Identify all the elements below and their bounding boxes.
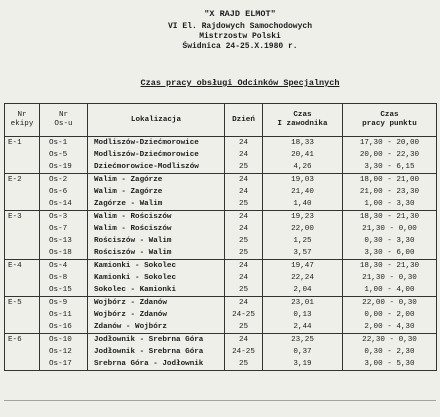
praca-cell: 20,00 - 22,30 [343, 149, 437, 161]
ekipa-cell: E-2 [5, 174, 40, 187]
ekipa-cell [5, 198, 40, 211]
col-header-praca [343, 104, 437, 137]
czas-cell: 1,25 [263, 235, 343, 247]
os-cell: Os-3 [40, 211, 88, 224]
col-header-lokalizacja: Lokalizacja [88, 104, 225, 137]
praca-cell: 0,30 - 3,30 [343, 235, 437, 247]
dzien-cell: 25 [225, 247, 263, 260]
col-header-czas [263, 104, 343, 137]
table-row [5, 346, 437, 358]
dzien-cell: 25 [225, 358, 263, 371]
table-row [5, 284, 437, 297]
dzien-cell: 25 [225, 161, 263, 174]
dzien-cell: 24-25 [225, 309, 263, 321]
lokalizacja-cell: Walim - Zagórze [88, 174, 225, 187]
czas-cell: 3,57 [263, 247, 343, 260]
praca-cell: 18,30 - 21,30 [343, 211, 437, 224]
ekipa-cell [5, 235, 40, 247]
header-line-2: Mistrzostw Polski [199, 32, 281, 41]
praca-cell: 0,30 - 2,30 [343, 346, 437, 358]
dzien-cell: 24 [225, 174, 263, 187]
praca-cell: 1,00 - 3,30 [343, 198, 437, 211]
table-header-row [5, 104, 437, 137]
dzien-cell: 24 [225, 297, 263, 310]
lokalizacja-cell: Rościszów - Walim [88, 247, 225, 260]
os-cell: Os-15 [40, 284, 88, 297]
lokalizacja-cell: Walim - Rościszów [88, 211, 225, 224]
czas-cell: 4,26 [263, 161, 343, 174]
ekipa-cell [5, 149, 40, 161]
table-row [5, 235, 437, 247]
table-row [5, 149, 437, 161]
table-caption: Czas pracy obsługi Odcinków Specjalnych [140, 78, 340, 88]
table-row [5, 260, 437, 273]
lokalizacja-cell: Wojbórz - Zdanów [88, 297, 225, 310]
czas-cell: 22,00 [263, 223, 343, 235]
header-line-1: VI El. Rajdowych Samochodowych [167, 22, 313, 31]
dzien-cell: 25 [225, 198, 263, 211]
bottom-rule [4, 400, 436, 401]
col-header-praca-l1: Czas [380, 111, 399, 119]
czas-cell: 19,03 [263, 174, 343, 187]
ekipa-cell [5, 346, 40, 358]
dzien-cell: 24 [225, 186, 263, 198]
ekipa-cell: E-1 [5, 137, 40, 150]
lokalizacja-cell: Modliszów-Dziećmorowice [88, 149, 225, 161]
col-header-nr-osu-l2: Os-u [54, 120, 73, 128]
lokalizacja-cell: Kamionki - Sokolec [88, 272, 225, 284]
lokalizacja-cell: Jodłownik - Srebrna Góra [88, 334, 225, 347]
praca-cell: 3,30 - 6,15 [343, 161, 437, 174]
czas-cell: 2,04 [263, 284, 343, 297]
os-cell: Os-11 [40, 309, 88, 321]
table-row [5, 186, 437, 198]
praca-cell: 3,30 - 6,00 [343, 247, 437, 260]
praca-cell: 18,30 - 21,30 [343, 260, 437, 273]
praca-cell: 22,30 - 0,30 [343, 334, 437, 347]
praca-cell: 21,00 - 23,30 [343, 186, 437, 198]
lokalizacja-cell: Zagórze - Walim [88, 198, 225, 211]
czas-cell: 20,41 [263, 149, 343, 161]
praca-cell: 18,00 - 21,00 [343, 174, 437, 187]
table-row [5, 297, 437, 310]
ekipa-cell [5, 247, 40, 260]
header-line-3: Świdnica 24-25.X.1980 r. [182, 42, 298, 51]
praca-cell: 2,00 - 4,30 [343, 321, 437, 334]
czas-cell: 3,19 [263, 358, 343, 371]
col-header-nr-osu-l1: Nr [58, 111, 69, 119]
table-row [5, 272, 437, 284]
col-header-czas-l1: Czas [293, 111, 312, 119]
ekipa-cell [5, 358, 40, 371]
praca-cell: 22,00 - 0,30 [343, 297, 437, 310]
os-cell: Os-6 [40, 186, 88, 198]
col-header-nr-ekipy-l2: ekipy [10, 120, 34, 128]
ekipa-cell [5, 223, 40, 235]
dzien-cell: 24 [225, 223, 263, 235]
col-header-nr-ekipy [5, 104, 40, 137]
lokalizacja-cell: Walim - Zagórze [88, 186, 225, 198]
table-row [5, 334, 437, 347]
col-header-czas-l2: I zawodnika [277, 120, 328, 128]
praca-cell: 0,00 - 2,00 [343, 309, 437, 321]
document-title: "X RAJD ELMOT" [204, 9, 276, 19]
table-body [5, 137, 437, 371]
czas-cell: 0,37 [263, 346, 343, 358]
praca-cell: 21,30 - 0,30 [343, 272, 437, 284]
lokalizacja-cell: Jodłownik - Srebrna Góra [88, 346, 225, 358]
dzien-cell: 24-25 [225, 346, 263, 358]
lokalizacja-cell: Zdanów - Wojbórz [88, 321, 225, 334]
praca-cell: 21,30 - 0,00 [343, 223, 437, 235]
lokalizacja-cell: Rościszów - Walim [88, 235, 225, 247]
ekipa-cell: E-5 [5, 297, 40, 310]
os-cell: Os-10 [40, 334, 88, 347]
lokalizacja-cell: Wojbórz - Zdanów [88, 309, 225, 321]
os-cell: Os-14 [40, 198, 88, 211]
col-header-praca-l2: pracy punktu [362, 120, 417, 128]
table-row [5, 321, 437, 334]
dzien-cell: 24 [225, 211, 263, 224]
ekipa-cell [5, 272, 40, 284]
table-row [5, 309, 437, 321]
czas-cell: 23,25 [263, 334, 343, 347]
table-row [5, 198, 437, 211]
lokalizacja-cell: Modliszów-Dziećmorowice [88, 137, 225, 150]
lokalizacja-cell: Dziećmorowice-Modliszów [88, 161, 225, 174]
czas-cell: 19,47 [263, 260, 343, 273]
os-cell: Os-19 [40, 161, 88, 174]
ekipa-cell: E-4 [5, 260, 40, 273]
col-header-nr-ekipy-l1: Nr [17, 111, 27, 119]
lokalizacja-cell: Kamionki - Sokolec [88, 260, 225, 273]
praca-cell: 1,00 - 4,00 [343, 284, 437, 297]
dzien-cell: 24 [225, 334, 263, 347]
lokalizacja-cell: Srebrna Góra - Jodłownik [88, 358, 225, 371]
lokalizacja-cell: Sokolec - Kamionki [88, 284, 225, 297]
os-cell: Os-1 [40, 137, 88, 150]
praca-cell: 17,30 - 20,00 [343, 137, 437, 150]
table-row [5, 174, 437, 187]
col-header-nr-osu [40, 104, 88, 137]
schedule-table [4, 103, 437, 371]
os-cell: Os-8 [40, 272, 88, 284]
dzien-cell: 24 [225, 149, 263, 161]
ekipa-cell [5, 284, 40, 297]
ekipa-cell [5, 161, 40, 174]
praca-cell: 3,00 - 5,30 [343, 358, 437, 371]
dzien-cell: 24 [225, 260, 263, 273]
table-row [5, 247, 437, 260]
dzien-cell: 25 [225, 321, 263, 334]
os-cell: Os-12 [40, 346, 88, 358]
os-cell: Os-17 [40, 358, 88, 371]
czas-cell: 23,01 [263, 297, 343, 310]
os-cell: Os-16 [40, 321, 88, 334]
dzien-cell: 25 [225, 235, 263, 247]
os-cell: Os-2 [40, 174, 88, 187]
czas-cell: 0,13 [263, 309, 343, 321]
ekipa-cell [5, 321, 40, 334]
table-row [5, 358, 437, 371]
ekipa-cell [5, 309, 40, 321]
table-row [5, 211, 437, 224]
dzien-cell: 25 [225, 284, 263, 297]
czas-cell: 19,23 [263, 211, 343, 224]
czas-cell: 21,40 [263, 186, 343, 198]
ekipa-cell [5, 186, 40, 198]
table-row [5, 137, 437, 150]
col-header-dzien: Dzień [225, 104, 263, 137]
ekipa-cell: E-6 [5, 334, 40, 347]
czas-cell: 1,40 [263, 198, 343, 211]
os-cell: Os-18 [40, 247, 88, 260]
os-cell: Os-5 [40, 149, 88, 161]
os-cell: Os-13 [40, 235, 88, 247]
os-cell: Os-4 [40, 260, 88, 273]
dzien-cell: 24 [225, 272, 263, 284]
os-cell: Os-7 [40, 223, 88, 235]
os-cell: Os-9 [40, 297, 88, 310]
czas-cell: 2,44 [263, 321, 343, 334]
lokalizacja-cell: Walim - Rościszów [88, 223, 225, 235]
ekipa-cell: E-3 [5, 211, 40, 224]
table-row [5, 161, 437, 174]
czas-cell: 22,24 [263, 272, 343, 284]
czas-cell: 18,33 [263, 137, 343, 150]
table-row [5, 223, 437, 235]
dzien-cell: 24 [225, 137, 263, 150]
